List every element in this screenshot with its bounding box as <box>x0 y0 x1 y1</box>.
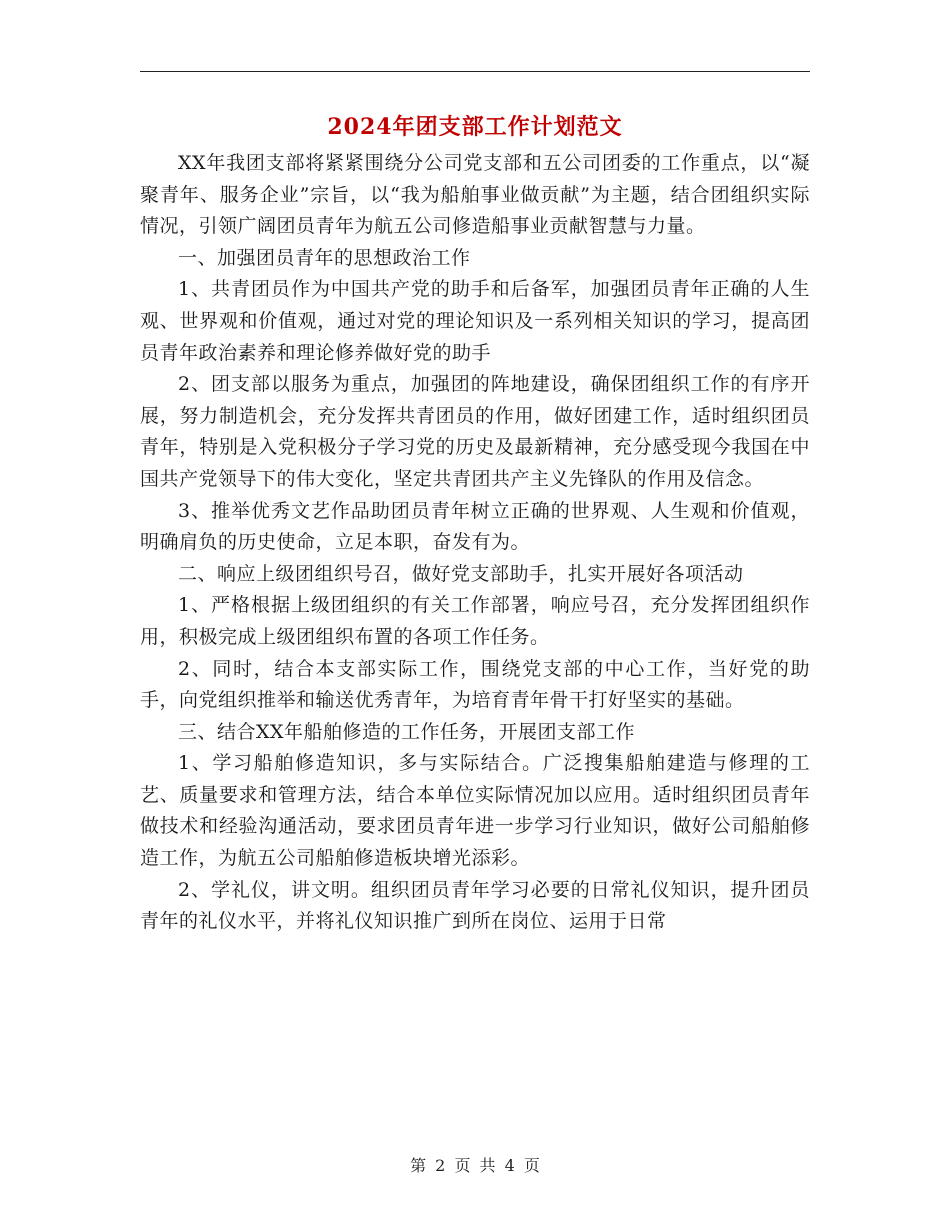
header-rule <box>140 71 810 72</box>
section-heading: 三、结合XX年船舶修造的工作任务，开展团支部工作 <box>178 720 636 743</box>
paragraph: 2、团支部以服务为重点，加强团的阵地建设，确保团组织工作的有序开展，努力制造机会，充分发挥共青团员的作用，做好团建工作，适时组织团员青年，特别是入党积极分子学习党的历史及最新精神，充分感受现今我国在中国共产党领导下的伟大变化，坚定共青团共产主义先锋队的作用及信念。 <box>140 373 810 490</box>
section-heading: 一、加强团员青年的思想政治工作 <box>178 246 471 269</box>
page-number: 第 2 页 共 4 页 <box>410 1156 540 1175</box>
paragraph: 1、严格根据上级团组织的有关工作部署，响应号召，充分发挥团组织作用，积极完成上级团组织布置的各项工作任务。 <box>140 594 810 648</box>
document-title: 2024年团支部工作计划范文 <box>327 114 623 140</box>
paragraph: 2、同时，结合本支部实际工作，围绕党支部的中心工作，当好党的助手，向党组织推举和输送优秀青年，为培育青年骨干打好坚实的基础。 <box>140 657 810 712</box>
paragraph: 2、学礼仪，讲文明。组织团员青年学习必要的日常礼仪知识，提升团员青年的礼仪水平，并将礼仪知识推广到所在岗位、运用于日常 <box>140 878 810 933</box>
paragraph: 3、推举优秀文艺作品助团员青年树立正确的世界观、人生观和价值观，明确肩负的历史使命，立足本职，奋发有为。 <box>140 499 810 554</box>
paragraph: XX年我团支部将紧紧围绕分公司党支部和五公司团委的工作重点，以“凝聚青年、服务企业”宗旨，以“我为船舶事业做贡献”为主题，结合团组织实际情况，引领广阔团员青年为航五公司修造船事业贡献智慧与力量。 <box>140 152 810 238</box>
paragraph: 1、共青团员作为中国共产党的助手和后备军，加强团员青年正确的人生观、世界观和价值观，通过对党的理论知识及一系列相关知识的学习，提高团员青年政治素养和理论修养做好党的助手 <box>140 278 810 364</box>
section-heading: 二、响应上级团组织号召，做好党支部助手，扎实开展好各项活动 <box>178 562 744 585</box>
document-body <box>140 148 810 938</box>
paragraph: 1、学习船舶修造知识，多与实际结合。广泛搜集船舶建造与修理的工艺、质量要求和管理方法，结合本单位实际情况加以应用。适时组织团员青年做技术和经验沟通活动，要求团员青年进一步学习行业知识，做好公司船舶修造工作，为航五公司船舶修造板块增光添彩。 <box>140 752 810 870</box>
